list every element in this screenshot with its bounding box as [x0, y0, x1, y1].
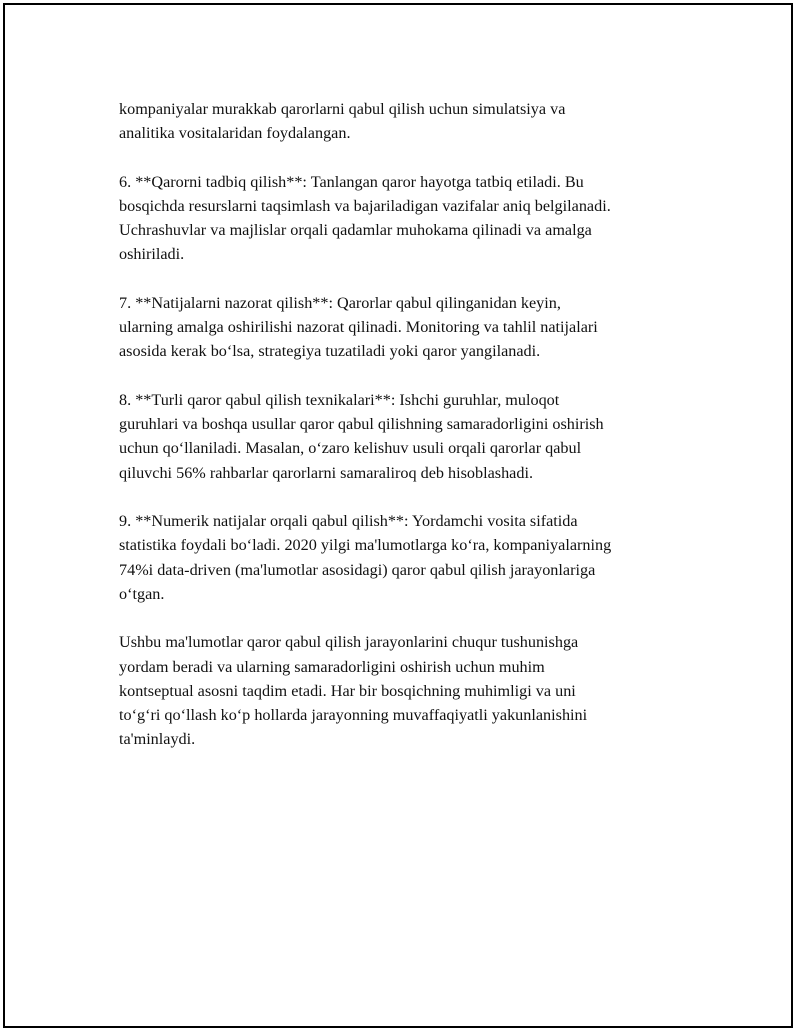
document-body: [119, 97, 699, 776]
text-line: guruhlari va boshqa usullar qaror qabul qilishning samaradorligini oshirish: [119, 415, 604, 434]
text-line: 9. **Numerik natijalar orqali qabul qilish**: Yordamchi vosita sifatida: [119, 512, 578, 531]
text-line: to‘g‘ri qo‘llash ko‘p hollarda jarayonning muvaffaqiyatli yakunlanishini: [119, 706, 588, 725]
text-line: Ushbu ma'lumotlar qaror qabul qilish jarayonlarini chuqur tushunishga: [119, 633, 579, 652]
text-line: statistika foydali bo‘ladi. 2020 yilgi ma'lumotlarga ko‘ra, kompaniyalarning: [119, 536, 612, 555]
text-line: uchun qo‘llaniladi. Masalan, o‘zaro kelishuv usuli orqali qarorlar qabul: [119, 439, 582, 458]
text-line: o‘tgan.: [119, 584, 165, 603]
text-line: kontseptual asosni taqdim etadi. Har bir bosqichning muhimligi va uni: [119, 681, 576, 700]
paragraph-step-9: [119, 509, 699, 606]
paragraph-intro-continuation: [119, 97, 699, 145]
paragraph-step-7: [119, 291, 699, 364]
text-line: bosqichda resurslarni taqsimlash va bajariladigan vazifalar aniq belgilanadi.: [119, 197, 611, 215]
text-line: 6. **Qarorni tadbiq qilish**: Tanlangan qaror hayotga tatbiq etiladi. Bu: [119, 172, 584, 191]
paragraph-step-6: [119, 170, 699, 267]
text-line: ularning amalga oshirilishi nazorat qilinadi. Monitoring va tahlil natijalari: [119, 318, 598, 337]
paragraph-step-8: [119, 388, 699, 485]
text-line: Uchrashuvlar va majlislar orqali qadamlar muhokama qilinadi va amalga: [119, 221, 592, 240]
text-line: kompaniyalar murakkab qarorlarni qabul qilish uchun simulatsiya va: [119, 100, 566, 118]
text-line: asosida kerak bo‘lsa, strategiya tuzatiladi yoki qaror yangilanadi.: [119, 342, 541, 361]
text-line: 74%i data-driven (ma'lumotlar asosidagi) qaror qabul qilish jarayonlariga: [119, 560, 596, 579]
text-line: ta'minlaydi.: [119, 730, 196, 749]
text-line: 7. **Natijalarni nazorat qilish**: Qarorlar qabul qilinganidan keyin,: [119, 294, 561, 312]
text-line: analitika vositalaridan foydalangan.: [119, 124, 351, 143]
text-line: qiluvchi 56% rahbarlar qarorlarni samaraliroq deb hisoblashadi.: [119, 463, 533, 482]
paragraph-conclusion: [119, 630, 699, 751]
text-line: 8. **Turli qaror qabul qilish texnikalari**: Ishchi guruhlar, muloqot: [119, 391, 560, 409]
document-page: [3, 3, 793, 1028]
text-line: yordam beradi va ularning samaradorligini oshirish uchun muhim: [119, 657, 545, 676]
text-line: oshiriladi.: [119, 245, 185, 264]
